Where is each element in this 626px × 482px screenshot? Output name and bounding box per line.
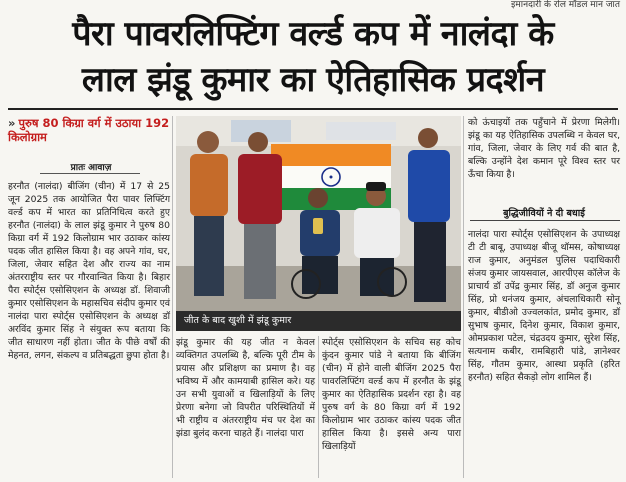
column-4-bottom-paragraph: नालंदा पारा स्पोर्ट्स एसोसिएशन के उपाध्यक्ष टी टी बाबू, उपाध्यक्ष बीजू थॉमस, कोषाध्यक्ष राज कुमार, अनुमंडल पुलिस पदाधिकारी संजय कुमार जायसवाल, आरपीएस कॉलेज के प्राचार्य डॉ उपेंद्र कुमार सिंह, डॉ अनुज कुमार सिंह, प्रो धनंजय कुमार, अंचलाधिकारी सोनू कुमार, बीडीओ उज्वलकांत, प्रमोद कुमार, डॉ सुभाष कुमार, दिनेश कुमार, विकाश कुमार, ओमप्रकाश पटेल, चंद्रउदय कुमार, सुरेश सिंह, सत्यनाम कबीर, रामबिहारी पांडे, ज्ञानेश्वर सिंह, गौतम कुमार, आस्था प्रकृति (हरित हरनौत) सहित सैकड़ो लोग शामिल हैं। — [468, 229, 620, 383]
column-divider — [172, 116, 173, 478]
headline-line-1: पैरा पावरलिफ्टिंग वर्ल्ड कप में नालंदा के — [72, 14, 554, 54]
column-1-paragraph: हरनौत (नालंदा) बीजिंग (चीन) में 17 से 25 जून 2025 तक आयोजित पैरा पावर लिफ्टिंग वर्ल्ड कप में भारत का प्रतिनिधित्व करते हुए हरनौत (नालंदा) के लाल झंडू कुमार ने पुरुष 80 किग्रा वर्ग में 192 किलोग्राम भार उठाकर कांस्य पदक जीत हासिल किया है। वह अपने गांव, घर, जिला, जेवार सहित देश और राज्य का नाम अंतरराष्ट्रीय स्तर पर गौरवान्वित किया है। बिहार पैरा स्पोर्ट्स एसोसिएशन के अध्यक्ष डॉ. शिवाजी कुमार एसोसिएशन के महासचिव संदीप कुमार एवं नालंदा पारा स्पोर्ट्स एसोसिएशन के अध्यक्ष डॉ अरविंद कुमार सिंह ने संयुक्त रूप बताया कि जीत साधारण नहीं होता। जीत के पीछे वर्षों की मेहनत, लगन, संकल्प व प्रतिबद्धता छुपा होता है। — [8, 181, 170, 361]
news-photo — [176, 116, 461, 311]
photo-caption: जीत के बाद खुशी में झंडू कुमार — [176, 311, 461, 331]
headline-rule — [8, 108, 618, 110]
column-4-bottom-body — [468, 228, 620, 384]
byline: प्रातः आवाज़ — [70, 163, 112, 173]
column-3-body — [322, 336, 461, 453]
top-strip-text: इमानदारी के रोल मॉडल मान जात — [510, 0, 620, 10]
photo-illustration — [176, 116, 461, 311]
headline-line-2: लाल झंडू कुमार का ऐतिहासिक प्रदर्शन — [81, 60, 545, 100]
subheadline-text: पुरुष 80 किग्रा वर्ग में उठाया 192 किलोग्राम — [8, 116, 170, 144]
column-divider — [463, 116, 464, 478]
double-chevron-icon: » — [8, 116, 16, 130]
column-2-body — [176, 336, 315, 440]
column-4-top-body — [468, 116, 620, 181]
column-1-body — [8, 180, 170, 362]
credits-heading: बुद्धिजीवियों ने दी बधाई — [503, 208, 585, 219]
column-2-paragraph: झंडू कुमार की यह जीत न केवल व्यक्तिगत उपलब्धि है, बल्कि पूरी टीम के प्रयास और प्रशिक्षण का प्रमाण है। वह भविष्य में और कामयाबी हासिल करे। यह उन सभी युवाओं व खिलाड़ियों के लिए प्रेरणा बनेगा जो विपरीत परिस्थितियों में भी राष्ट्रीय व अंतरराष्ट्रीय मंच पर देश का झंडा बुलंद करना चाहते हैं। नालंदा पारा — [176, 337, 315, 439]
column-4-top-paragraph: को ऊंचाइयों तक पहुँचाने में प्रेरणा मिलेगी। झंडू का यह ऐतिहासिक उपलब्धि न केवल घर, गांव, जिला, जेवार के लिए गर्व की बात है, बल्कि उन्होंने देश कमान पूरे विश्व स्तर पर ऊँचा किया है। — [468, 117, 620, 180]
column-divider — [318, 336, 319, 478]
column-3-paragraph: स्पोर्ट्स एसोसिएशन के सचिव सह कोच कुंदन कुमार पांडे ने बताया कि बीजिंग (चीन) में होने वाली बीजिंग 2025 पैरा पावरलिफ्टिंग वर्ल्ड कप में हरनौत के झंडू कुमार का ऐतिहासिक प्रदर्शन रहा है। वह पुरुष वर्ग के 80 किग्रा वर्ग में 192 किलोग्राम भार उठाकर कांस्य पदक जीत हासिल किया है। इससे अन्य पारा खिलाड़ियों — [322, 337, 461, 452]
credits-rule — [470, 220, 620, 221]
subheadline — [8, 116, 174, 144]
byline-rule — [40, 173, 140, 174]
